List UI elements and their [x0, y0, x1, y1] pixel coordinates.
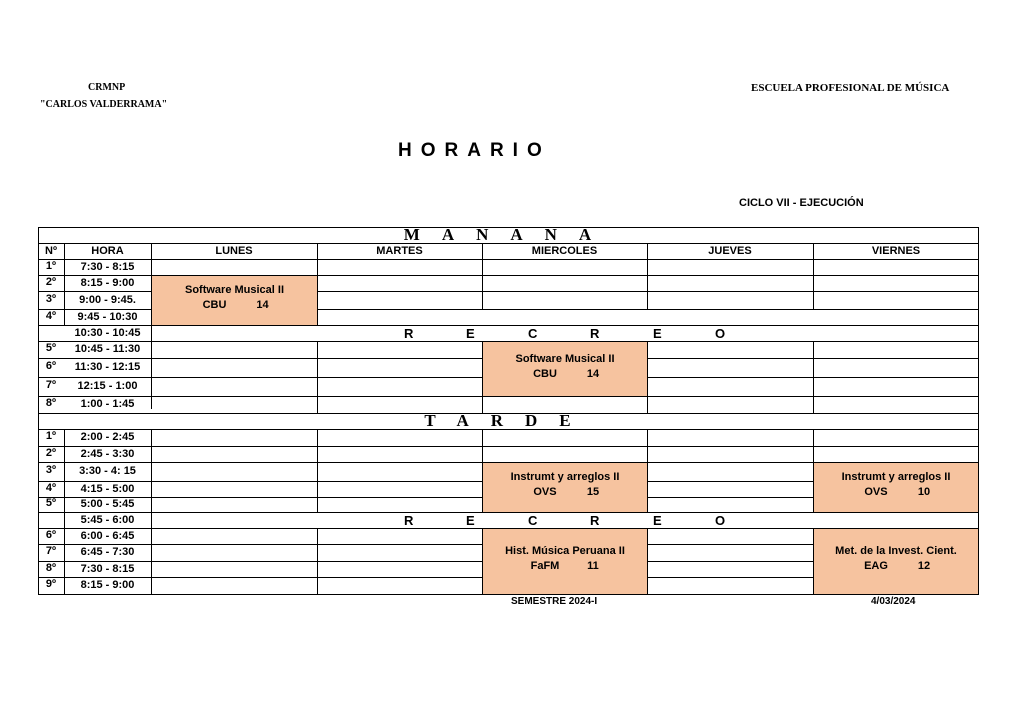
col-line — [317, 341, 318, 413]
row-time: 1:00 - 1:45 — [80, 398, 135, 410]
col-line — [317, 429, 318, 512]
col-header-tuesday: MARTES — [376, 245, 423, 257]
row-line — [647, 544, 813, 545]
row-time: 9:00 - 9:45. — [79, 294, 136, 306]
col-header-monday: LUNES — [215, 245, 253, 257]
course-room: 10 — [917, 486, 931, 498]
section-morning: MANANA — [403, 225, 614, 244]
row-time: 7:30 - 8:15 — [80, 261, 135, 273]
recess-letter: C — [528, 326, 538, 341]
row-number: 7º — [45, 545, 57, 557]
row-time: 4:15 - 5:00 — [80, 483, 135, 495]
col-line — [813, 341, 814, 413]
col-line — [151, 429, 152, 595]
row-time: 10:30 - 10:45 — [74, 327, 141, 339]
row-number: 4º — [45, 310, 57, 322]
row-number: 5º — [45, 497, 57, 509]
row-line — [38, 429, 979, 430]
course-code: CBU — [533, 368, 557, 380]
row-time: 8:15 - 9:00 — [80, 277, 135, 289]
row-time: 3:30 - 4: 15 — [79, 465, 136, 477]
row-number: 8º — [45, 397, 57, 409]
cycle-label: CICLO VII - EJECUCIÓN — [739, 197, 864, 209]
school-name: ESCUELA PROFESIONAL DE MÚSICA — [751, 82, 950, 94]
row-number: 8º — [45, 562, 57, 574]
course-code: OVS — [533, 486, 557, 498]
row-number: 3º — [45, 293, 57, 305]
row-line — [38, 358, 482, 359]
row-number: 7º — [45, 379, 57, 391]
row-time: 11:30 - 12:15 — [74, 361, 141, 373]
schedule-table — [38, 227, 979, 595]
recess-letter: R — [404, 326, 414, 341]
course-name: Instrumt y arreglos II — [510, 471, 620, 483]
course-block[interactable] — [813, 462, 979, 513]
course-block[interactable] — [813, 528, 979, 595]
col-header-wednesday: MIERCOLES — [531, 245, 598, 257]
row-time: 10:45 - 11:30 — [74, 343, 141, 355]
semester-label: SEMESTRE 2024-I — [511, 596, 598, 607]
recess-letter: O — [715, 513, 726, 528]
row-time: 9:45 - 10:30 — [77, 311, 138, 323]
institution-name: CRMNP — [88, 82, 126, 93]
row-line — [38, 446, 979, 447]
course-code: CBU — [202, 299, 227, 311]
row-number: 4º — [45, 482, 57, 494]
recess-letter: C — [528, 513, 538, 528]
page-title: HORARIO — [398, 140, 551, 161]
col-line — [151, 243, 152, 409]
course-code: EAG — [864, 560, 888, 572]
row-line — [647, 481, 813, 482]
row-line — [647, 561, 813, 562]
section-afternoon: TARDE — [424, 411, 593, 430]
col-header-thursday: JUEVES — [708, 245, 752, 257]
row-time: 5:45 - 6:00 — [80, 514, 135, 526]
row-number: 5º — [45, 342, 57, 354]
row-line — [38, 291, 151, 292]
row-line — [317, 309, 979, 310]
row-line — [38, 561, 482, 562]
col-line — [317, 528, 318, 595]
row-time: 7:30 - 8:15 — [80, 563, 135, 575]
row-line — [38, 259, 979, 260]
recess-letter: E — [653, 513, 662, 528]
course-block[interactable] — [482, 341, 648, 397]
col-header-friday: VIERNES — [871, 245, 921, 257]
recess-letter: R — [590, 513, 600, 528]
course-block[interactable] — [482, 528, 648, 595]
course-block[interactable] — [151, 275, 318, 326]
col-header-time: HORA — [91, 245, 124, 257]
row-number: 6º — [45, 529, 57, 541]
course-name: Met. de la Invest. Cient. — [835, 545, 957, 557]
row-line — [647, 577, 813, 578]
recess-letter: R — [404, 513, 414, 528]
recess-letter: E — [466, 513, 475, 528]
recess-letter: R — [590, 326, 600, 341]
recess-letter: E — [653, 326, 662, 341]
row-number: 2º — [45, 447, 57, 459]
row-number: 1º — [45, 430, 57, 442]
course-code: OVS — [864, 486, 888, 498]
course-room: 15 — [586, 486, 600, 498]
course-room: 12 — [917, 560, 931, 572]
col-header-number: Nº — [45, 245, 57, 257]
recess-letter: E — [466, 326, 475, 341]
recess-letter: O — [715, 326, 726, 341]
row-line — [38, 377, 482, 378]
row-number: 3º — [45, 464, 57, 476]
course-name: Software Musical II — [515, 353, 615, 365]
row-line — [647, 497, 813, 498]
row-line — [38, 413, 979, 414]
date-label: 4/03/2024 — [871, 596, 916, 607]
row-number: 1º — [45, 260, 57, 272]
course-room: 14 — [586, 368, 600, 380]
row-number: 6º — [45, 360, 57, 372]
course-name: Software Musical II — [184, 284, 285, 296]
course-code: FaFM — [530, 560, 560, 572]
row-line — [38, 243, 979, 244]
row-time: 2:00 - 2:45 — [80, 431, 135, 443]
course-room: 11 — [587, 560, 599, 572]
row-time: 5:00 - 5:45 — [80, 498, 135, 510]
course-room: 14 — [256, 299, 269, 311]
course-block[interactable] — [482, 462, 648, 513]
row-time: 2:45 - 3:30 — [80, 448, 135, 460]
row-time: 12:15 - 1:00 — [77, 380, 138, 392]
institution-subtitle: "CARLOS VALDERRAMA" — [40, 99, 168, 110]
row-number: 9º — [45, 578, 57, 590]
row-time: 6:00 - 6:45 — [80, 530, 135, 542]
course-name: Instrumt y arreglos II — [841, 471, 951, 483]
row-line — [38, 577, 482, 578]
row-line — [38, 544, 482, 545]
row-time: 8:15 - 9:00 — [80, 579, 135, 591]
course-name: Hist. Música Peruana II — [505, 545, 625, 557]
row-time: 6:45 - 7:30 — [80, 546, 135, 558]
row-line — [38, 481, 482, 482]
row-number: 2º — [45, 276, 57, 288]
row-line — [317, 291, 979, 292]
